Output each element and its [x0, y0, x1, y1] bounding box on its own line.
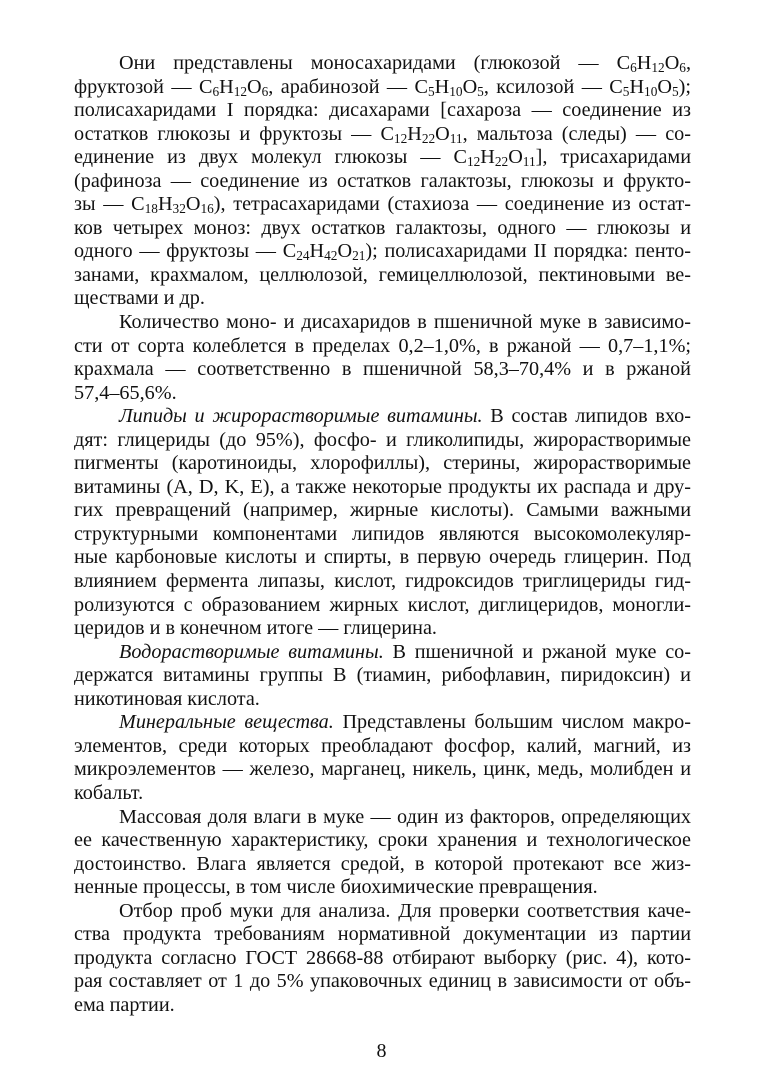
text-run: влиянием фермента липазы, кислот, гидроксидов триглицериды гид-	[74, 570, 691, 593]
text-run: ее качественную характеристику, сроки хранения и технологическое	[74, 829, 691, 852]
paragraph	[74, 641, 691, 712]
text-run: ства продукта требованиям нормативной документации из партии	[74, 923, 691, 946]
text-line	[74, 641, 691, 665]
text-run: структурными компонентами липидов являются высокомолекуляр-	[74, 522, 691, 545]
paragraph	[74, 52, 691, 311]
text-run: полисахаридами I порядка: дисахарами [сахароза — соединение из	[74, 99, 691, 122]
text-line	[74, 947, 691, 971]
text-run: );	[678, 75, 691, 98]
text-line	[74, 594, 691, 618]
text-run: ненные процессы, в том числе биохимические превращения.	[74, 876, 598, 899]
text-run: , мальтоза (следы) — со-	[462, 122, 691, 145]
subscript: 12	[233, 83, 248, 99]
text-run: единение из двух молекул глюкозы — C	[74, 146, 467, 169]
text-run: одного — фруктозы — C	[74, 240, 297, 263]
text-run: крахмала — соответственно в пшеничной 58,3–70,4% и в ржаной	[74, 358, 691, 381]
text-run: (рафиноза — соединение из остатков галактозы, глюкозы и фрукто-	[74, 169, 691, 192]
text-line	[74, 711, 691, 735]
text-line	[74, 499, 691, 523]
text-run: ); полисахаридами II порядка: пенто-	[365, 240, 691, 263]
page-number: 8	[376, 1040, 387, 1062]
text-run: фруктозой — C	[74, 75, 213, 98]
text-line	[74, 146, 691, 170]
text-run: элементов, среди которых преобладают фосфор, калий, магний, из	[74, 734, 691, 757]
subscript: 11	[522, 154, 536, 170]
text-line	[74, 123, 691, 147]
italic-heading: Минеральные вещества.	[119, 711, 334, 734]
text-run: H	[434, 75, 450, 98]
document-body	[74, 52, 691, 1017]
text-run: O	[337, 240, 353, 263]
subscript: 16	[200, 201, 214, 217]
paragraph	[74, 405, 691, 640]
text-run: , арабинозой — C	[268, 75, 428, 98]
text-line	[74, 217, 691, 241]
text-line	[74, 170, 691, 194]
text-line	[74, 782, 691, 806]
text-run: ], трисахаридами	[535, 146, 691, 169]
text-run: достоинство. Влага является средой, в которой протекают все жиз-	[74, 852, 691, 875]
text-run: O	[508, 146, 523, 169]
text-line	[74, 664, 691, 688]
subscript: 6	[212, 83, 220, 99]
text-run: рая составляет от 1 до 5% упаковочных единиц в зависимости от объ-	[74, 970, 691, 993]
text-run: церидов и в конечном итоге — глицерина.	[74, 617, 437, 640]
text-line	[74, 358, 691, 382]
subscript: 12	[651, 59, 665, 75]
text-line	[74, 617, 691, 641]
text-run: В пшеничной и ржаной муке со-	[383, 640, 691, 663]
text-run: H	[480, 146, 495, 169]
text-run: H	[219, 75, 234, 98]
paragraph	[74, 311, 691, 405]
text-run: микроэлементов — железо, марганец, никель, цинк, медь, молибден и	[74, 758, 691, 781]
text-run: ков четырех моноз: двух остатков галактозы, одного — глюкозы и	[74, 216, 691, 239]
italic-heading: Водорастворимые витамины.	[119, 640, 384, 663]
subscript: 12	[393, 130, 408, 146]
text-run: ), тетрасахаридами (стахиоза — соединение из остат-	[213, 193, 691, 216]
paragraph	[74, 900, 691, 1018]
text-run: ные карбоновые кислоты и спирты, в первую очередь глицерин. Под	[74, 546, 691, 569]
text-line	[74, 570, 691, 594]
text-line	[74, 735, 691, 759]
text-run: ,	[685, 52, 691, 74]
text-run: O	[664, 52, 680, 74]
subscript: 5	[427, 83, 435, 99]
subscript: 42	[324, 248, 338, 264]
text-line	[74, 829, 691, 853]
subscript: 18	[144, 201, 158, 217]
text-run: H	[629, 75, 645, 98]
subscript: 24	[296, 248, 310, 264]
text-line	[74, 335, 691, 359]
text-run: сти от сорта колеблется в пределах 0,2–1,0%, в ржаной — 0,7–1,1%;	[74, 334, 691, 357]
subscript: 21	[352, 248, 366, 264]
subscript: 6	[679, 59, 686, 75]
text-line	[74, 476, 691, 500]
text-line	[74, 523, 691, 547]
text-line	[74, 923, 691, 947]
text-run: продукта согласно ГОСТ 28668-88 отбирают выборку (рис. 4), кото-	[74, 946, 691, 969]
text-line	[74, 264, 691, 288]
paragraph	[74, 806, 691, 900]
text-run: дят: глицериды (до 95%), фосфо- и гликолипиды, жирорастворимые	[74, 428, 691, 451]
text-line	[74, 546, 691, 570]
text-line	[74, 429, 691, 453]
text-line	[74, 853, 691, 877]
text-run: гих превращений (например, жирные кислоты). Самыми важными	[74, 499, 691, 522]
text-line	[74, 76, 691, 100]
text-line	[74, 452, 691, 476]
text-run: остатков глюкозы и фруктозы — C	[74, 122, 394, 145]
subscript: 10	[644, 83, 658, 99]
subscript: 22	[421, 130, 436, 146]
text-run: держатся витамины группы B (тиамин, рибофлавин, пиридоксин) и	[74, 664, 691, 687]
text-run: зы — C	[74, 193, 145, 216]
subscript: 5	[671, 83, 679, 99]
text-run: O	[247, 75, 262, 98]
text-run: H	[157, 193, 173, 216]
text-run: ема партии.	[74, 993, 175, 1016]
text-line	[74, 99, 691, 123]
subscript: 32	[172, 201, 186, 217]
italic-heading: Липиды и жирорастворимые витамины.	[119, 405, 483, 428]
text-line	[74, 287, 691, 311]
text-run: Отбор проб муки для анализа. Для проверки соответствия каче-	[119, 899, 691, 922]
text-run: Количество моно- и дисахаридов в пшеничной муке в зависимо-	[119, 311, 691, 334]
text-line	[74, 900, 691, 924]
text-run: O	[185, 193, 201, 216]
subscript: 11	[449, 130, 463, 146]
text-line	[74, 382, 691, 406]
subscript: 6	[630, 59, 637, 75]
text-run: Они представлены моносахаридами (глюкозой — C	[119, 52, 631, 74]
text-run: никотиновая кислота.	[74, 687, 260, 710]
text-run: В состав липидов вхо-	[482, 405, 691, 428]
text-run: ществами и др.	[74, 287, 205, 310]
subscript: 22	[494, 154, 509, 170]
text-run: кобальт.	[74, 781, 144, 804]
text-run: H	[309, 240, 325, 263]
text-run: пигменты (каротиноиды, хлорофиллы), стерины, жирорастворимые	[74, 452, 691, 475]
text-run: витамины (A, D, K, E), а также некоторые продукты их распада и дру-	[74, 475, 691, 498]
text-line	[74, 405, 691, 429]
text-run: занами, крахмалом, целлюлозой, гемицеллюлозой, пектиновыми ве-	[74, 263, 691, 286]
text-run: 57,4–65,6%.	[74, 381, 177, 404]
text-run: H	[636, 52, 652, 74]
text-line	[74, 994, 691, 1018]
subscript: 5	[477, 83, 484, 99]
text-line	[74, 193, 691, 217]
text-run: O	[657, 75, 672, 98]
text-run: Представлены большим числом макро-	[333, 711, 691, 734]
text-line	[74, 688, 691, 712]
text-line	[74, 876, 691, 900]
text-run: , ксилозой — C	[483, 75, 623, 98]
text-line	[74, 806, 691, 830]
paragraph	[74, 711, 691, 805]
text-run: H	[407, 122, 422, 145]
text-run: ролизуются с образованием жирных кислот, диглицеридов, моногли-	[74, 593, 691, 616]
subscript: 5	[622, 83, 630, 99]
subscript: 12	[466, 154, 481, 170]
text-line	[74, 52, 691, 76]
text-run: O	[462, 75, 478, 98]
text-line	[74, 970, 691, 994]
text-line	[74, 758, 691, 782]
text-line	[74, 240, 691, 264]
text-line	[74, 311, 691, 335]
text-run: Массовая доля влаги в муке — один из факторов, определяющих	[119, 805, 691, 828]
subscript: 6	[261, 83, 269, 99]
subscript: 10	[449, 83, 463, 99]
text-run: O	[435, 122, 450, 145]
